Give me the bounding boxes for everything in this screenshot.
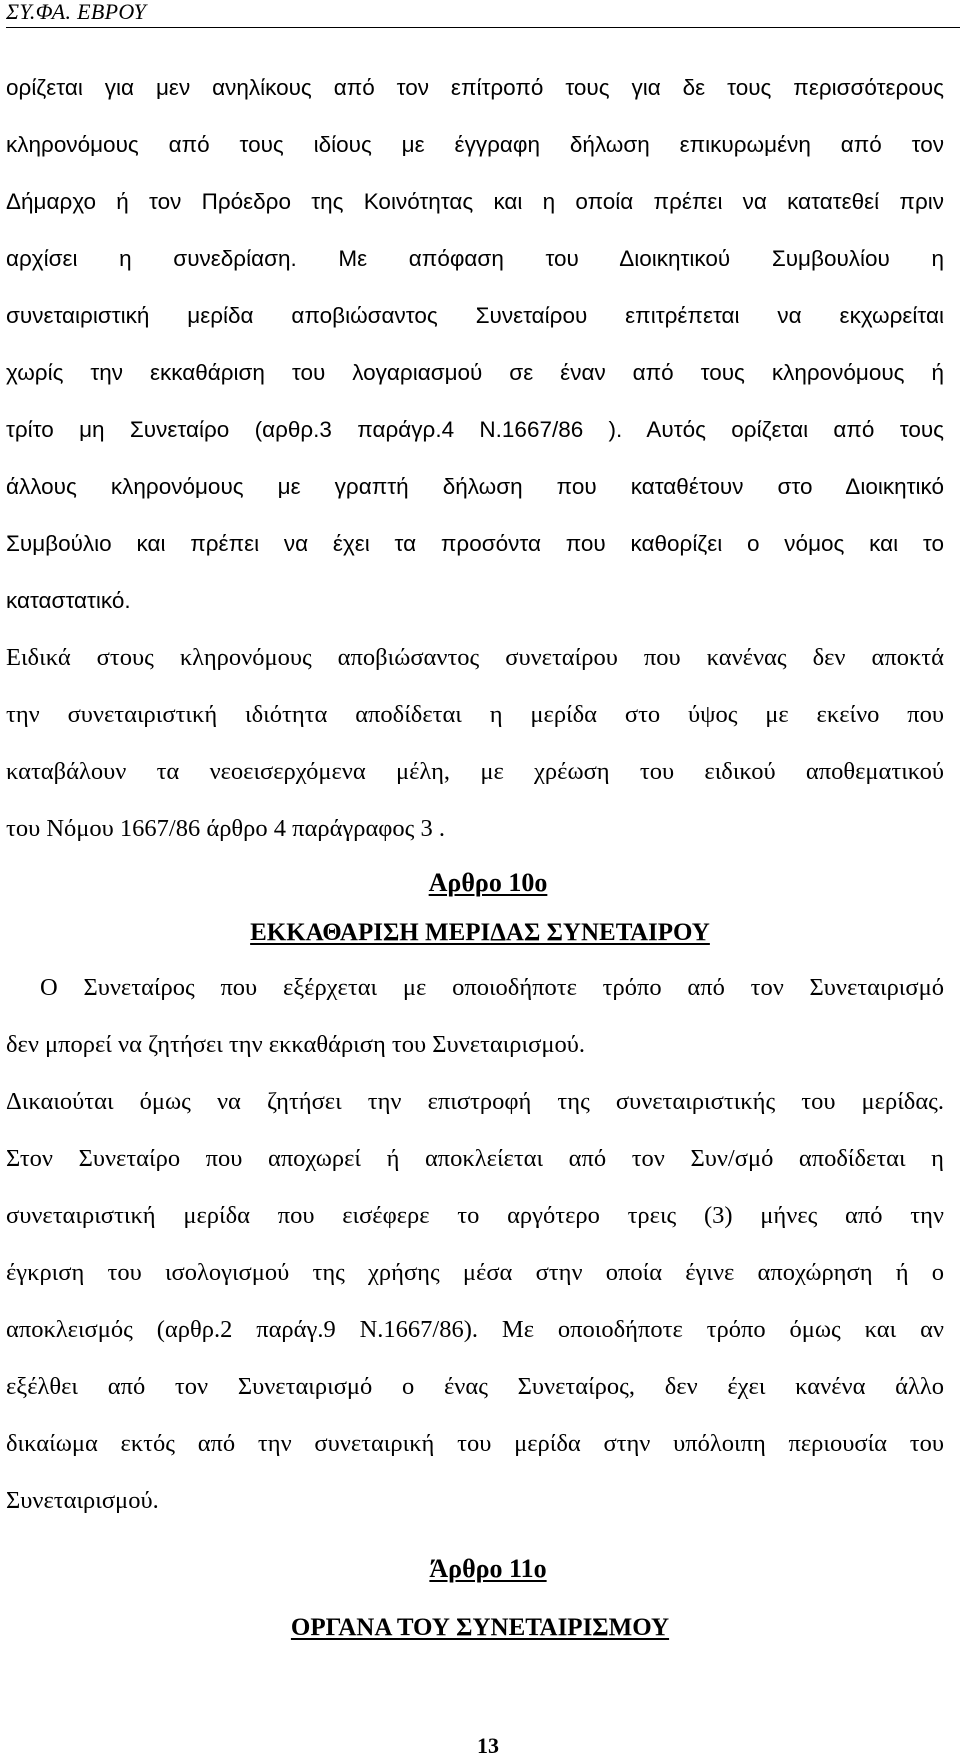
text-line: Δήμαρχο ή τον Πρόεδρο της Κοινότητας και η οποία πρέπει να κατατεθεί πριν: [6, 189, 944, 214]
text-line: Στον Συνεταίρο που αποχωρεί ή αποκλείεται από τον Συν/σμό αποδίδεται η: [6, 1145, 944, 1172]
text-line: κληρονόμους από τους ιδίους με έγγραφη δήλωση επικυρωμένη από τον: [6, 132, 944, 157]
text-line: αποκλεισμός (αρθρ.2 παράγ.9 Ν.1667/86). Με οποιοδήποτε τρόπο όμως και αν: [6, 1316, 944, 1343]
page-header: [6, 0, 960, 28]
text-line: του Νόμου 1667/86 άρθρο 4 παράγραφος 3 .: [6, 815, 446, 842]
text-line: ορίζεται για μεν ανηλίκους από τον επίτροπό τους για δε τους περισσότερους: [6, 75, 944, 100]
article-11-number: Άρθρο 11ο: [429, 1554, 547, 1583]
text-line: δικαίωμα εκτός από την συνεταιρική του μερίδα στην υπόλοιπη περιουσία του: [6, 1430, 944, 1457]
text-line: αρχίσει η συνεδρίαση. Με απόφαση του Διοικητικού Συμβουλίου η: [6, 246, 944, 271]
text-line: Ο Συνεταίρος που εξέρχεται με οποιοδήποτε τρόπο από τον Συνεταιρισμό: [40, 974, 944, 1001]
paragraph-inheritance: [0, 59, 960, 857]
text-line: δεν μπορεί να ζητήσει την εκκαθάριση του Συνεταιρισμού.: [6, 1031, 585, 1058]
text-line: χωρίς την εκκαθάριση του λογαριασμού σε έναν από τους κληρονόμους ή: [6, 360, 944, 385]
text-line: εξέλθει από τον Συνεταιρισμό ο ένας Συνεταίρος, δεν έχει κανένα άλλο: [6, 1373, 944, 1400]
text-line: την συνεταιριστική ιδιότητα αποδίδεται η μερίδα στο ύψος με εκείνο που: [6, 701, 944, 728]
text-line: καταστατικό.: [6, 588, 131, 613]
article-11-title: ΟΡΓΑΝΑ ΤΟΥ ΣΥΝΕΤΑΙΡΙΣΜΟΥ: [290, 1614, 670, 1641]
text-line: συνεταιριστική μερίδα αποβιώσαντος Συνεταίρου επιτρέπεται να εκχωρείται: [6, 303, 944, 328]
text-line: καταβάλουν τα νεοεισερχόμενα μέλη, με χρέωση του ειδικού αποθεματικού: [6, 758, 944, 785]
text-line: συνεταιριστική μερίδα που εισέφερε το αργότερο τρεις (3) μήνες από την: [6, 1202, 944, 1229]
article-10-body: [0, 959, 960, 1529]
text-line: έγκριση του ισολογισμού της χρήσης μέσα στην οποία έγινε αποχώρηση ή ο: [6, 1259, 944, 1286]
text-line: Ειδικά στους κληρονόμους αποβιώσαντος συνεταίρου που κανένας δεν αποκτά: [6, 644, 944, 671]
article-10-title: ΕΚΚΑΘΑΡΙΣΗ ΜΕΡΙΔΑΣ ΣΥΝΕΤΑΙΡΟΥ: [250, 919, 710, 946]
text-line: τρίτο μη Συνεταίρο (αρθρ.3 παράγρ.4 Ν.1667/86 ). Αυτός ορίζεται από τους: [6, 417, 944, 442]
article-10-number: Αρθρο 10ο: [428, 868, 548, 897]
page-number: 13: [477, 1733, 499, 1758]
text-line: άλλους κληρονόμους με γραπτή δήλωση που καταθέτουν στο Διοικητικό: [6, 474, 944, 499]
text-line: Συνεταιρισμού.: [6, 1487, 159, 1514]
text-line: Συμβούλιο και πρέπει να έχει τα προσόντα που καθορίζει ο νόμος και το: [6, 531, 944, 556]
header-label: ΣΥ.ΦΑ. ΕΒΡΟΥ: [6, 0, 147, 24]
text-line: Δικαιούται όμως να ζητήσει την επιστροφή της συνεταιριστικής του μερίδας.: [6, 1088, 944, 1115]
